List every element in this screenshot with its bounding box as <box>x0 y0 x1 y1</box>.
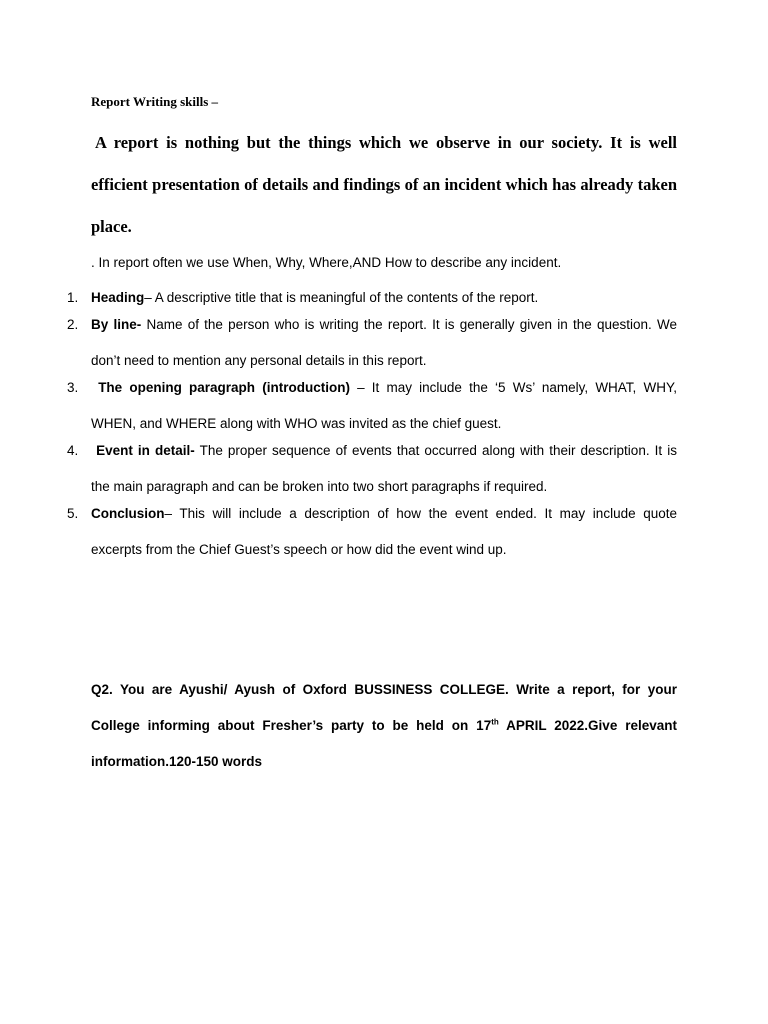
list-item-conclusion <box>67 496 677 568</box>
list-item-lead: By line- <box>91 317 142 332</box>
list-item-lead: Conclusion <box>91 506 165 521</box>
list-item-body <box>91 496 677 568</box>
question-text-start: Q2. You are Ayushi/ Ayush of Oxford BUSSINESS COLLEGE. Write a report, for your College informing about Fresher’s party to be held on 17 <box>91 682 677 733</box>
list-item-lead: The opening paragraph (introduction) <box>98 380 350 395</box>
usage-note: . In report often we use When, Why, Where,AND How to describe any incident. <box>91 255 562 270</box>
list-item-text: The proper sequence of events that occurred along with their description. It is the main paragraph and can be broken into two short paragraphs if required. <box>91 443 677 494</box>
question-text-end: APRIL 2022.Give relevant information.120-150 words <box>91 718 677 769</box>
list-item-text: Name of the person who is writing the report. It is generally given in the question. We don’t need to mention any personal details in this report. <box>91 317 677 368</box>
list-item-text: – It may include the ‘5 Ws’ namely, WHAT, WHY, WHEN, and WHERE along with WHO was invited as the chief guest. <box>91 380 677 431</box>
list-item-opening-paragraph <box>67 370 677 442</box>
list-item-body <box>91 433 677 505</box>
ordinal-superscript: th <box>491 717 499 727</box>
list-number: 5. <box>67 506 79 521</box>
list-item-text: – This will include a description of how the event ended. It may include quote excerpts from the Chief Guest’s speech or how did the event wind up. <box>91 506 677 557</box>
document-title: Report Writing skills – <box>91 94 219 109</box>
list-item-body <box>91 307 677 379</box>
list-item-body <box>91 370 677 442</box>
list-item-lead: Heading <box>91 290 145 305</box>
intro-text: A report is nothing but the things which we observe in our society. It is well efficient presentation of details and findings of an incident which has already taken place. <box>91 133 677 236</box>
list-number: 3. <box>67 380 79 395</box>
list-item-event-detail <box>67 433 677 505</box>
list-number: 1. <box>67 290 79 305</box>
list-item-by-line <box>67 307 677 379</box>
list-item-lead: Event in detail- <box>96 443 195 458</box>
report-format-list <box>67 289 677 568</box>
question-paragraph <box>91 672 677 780</box>
list-number: 2. <box>67 317 79 332</box>
list-number: 4. <box>67 443 79 458</box>
intro-paragraph <box>91 122 677 248</box>
list-item-text: – A descriptive title that is meaningful of the contents of the report. <box>144 290 539 305</box>
